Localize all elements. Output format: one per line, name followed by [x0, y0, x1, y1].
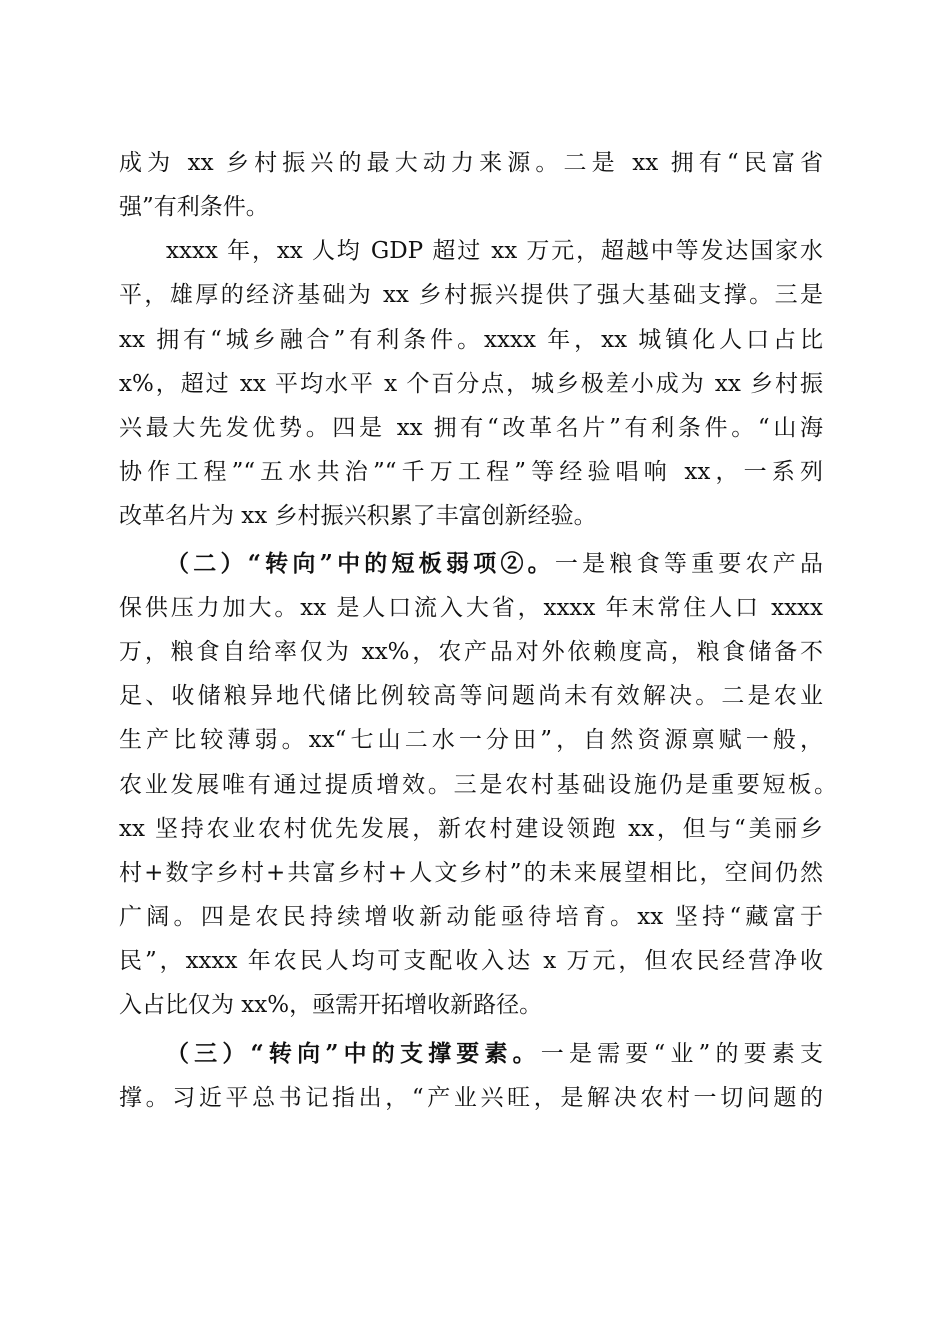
paragraph-4-line-1-text: 一是需要“业”的要素支 [540, 1041, 823, 1067]
paragraph-4-line-2: 撑。习近平总书记指出，“产业兴旺，是解决农村一切问题的 [119, 1085, 823, 1111]
paragraph-3-line-4: 足、收储粮异地代储比例较高等问题尚未有效解决。二是农业 [119, 683, 823, 709]
paragraph-3-line-2: 保供压力加大。xx 是人口流入大省，xxxx 年末常住人口 xxxx [119, 595, 823, 621]
paragraph-2-line-3: xx 拥有“城乡融合”有利条件。xxxx 年，xx 城镇化人口占比 [119, 327, 823, 353]
paragraph-4-line-1 [166, 1032, 823, 1076]
paragraph-2-line-4: x%，超过 xx 平均水平 x 个百分点，城乡极差小成为 xx 乡村振 [119, 371, 823, 397]
paragraph-3-line-1 [166, 542, 823, 586]
paragraph-1-line-1: 成为 xx 乡村振兴的最大动力来源。二是 xx 拥有“民富省 [119, 150, 823, 176]
paragraph-3-line-10: 民”，xxxx 年农民人均可支配收入达 x 万元，但农民经营净收 [119, 948, 823, 974]
paragraph-2-line-6: 协作工程”“五水共治”“千万工程”等经验唱响 xx，一系列 [119, 459, 823, 485]
paragraph-2-line-1: xxxx 年，xx 人均 GDP 超过 xx 万元，超越中等发达国家水 [166, 238, 823, 264]
section-heading-2: （二）“转向”中的短板弱项②。 [166, 550, 555, 577]
paragraph-2-line-2: 平，雄厚的经济基础为 xx 乡村振兴提供了强大基础支撑。三是 [119, 282, 823, 308]
paragraph-3-line-11: 入占比仅为 xx%，亟需开拓增收新路径。 [119, 992, 543, 1018]
paragraph-1-line-2: 强”有利条件。 [119, 194, 269, 220]
paragraph-3-line-8: 村+数字乡村+共富乡村+人文乡村”的未来展望相比，空间仍然 [119, 860, 823, 886]
paragraph-3-line-6: 农业发展唯有通过提质增效。三是农村基础设施仍是重要短板。 [119, 772, 837, 798]
paragraph-2-line-7: 改革名片为 xx 乡村振兴积累了丰富创新经验。 [119, 503, 597, 529]
paragraph-3-line-9: 广阔。四是农民持续增收新动能亟待培育。xx 坚持“藏富于 [119, 904, 823, 930]
paragraph-3-line-1-text: 一是粮食等重要农产品 [554, 551, 823, 577]
paragraph-3-line-7: xx 坚持农业农村优先发展，新农村建设领跑 xx，但与“美丽乡 [119, 816, 823, 842]
paragraph-3-line-5: 生产比较薄弱。xx“七山二水一分田”，自然资源禀赋一般， [119, 727, 823, 753]
paragraph-3-line-3: 万，粮食自给率仅为 xx%，农产品对外依赖度高，粮食储备不 [119, 639, 823, 665]
section-heading-3: （三）“转向”中的支撑要素。 [166, 1040, 541, 1067]
paragraph-2-line-5: 兴最大先发优势。四是 xx 拥有“改革名片”有利条件。“山海 [119, 415, 823, 441]
